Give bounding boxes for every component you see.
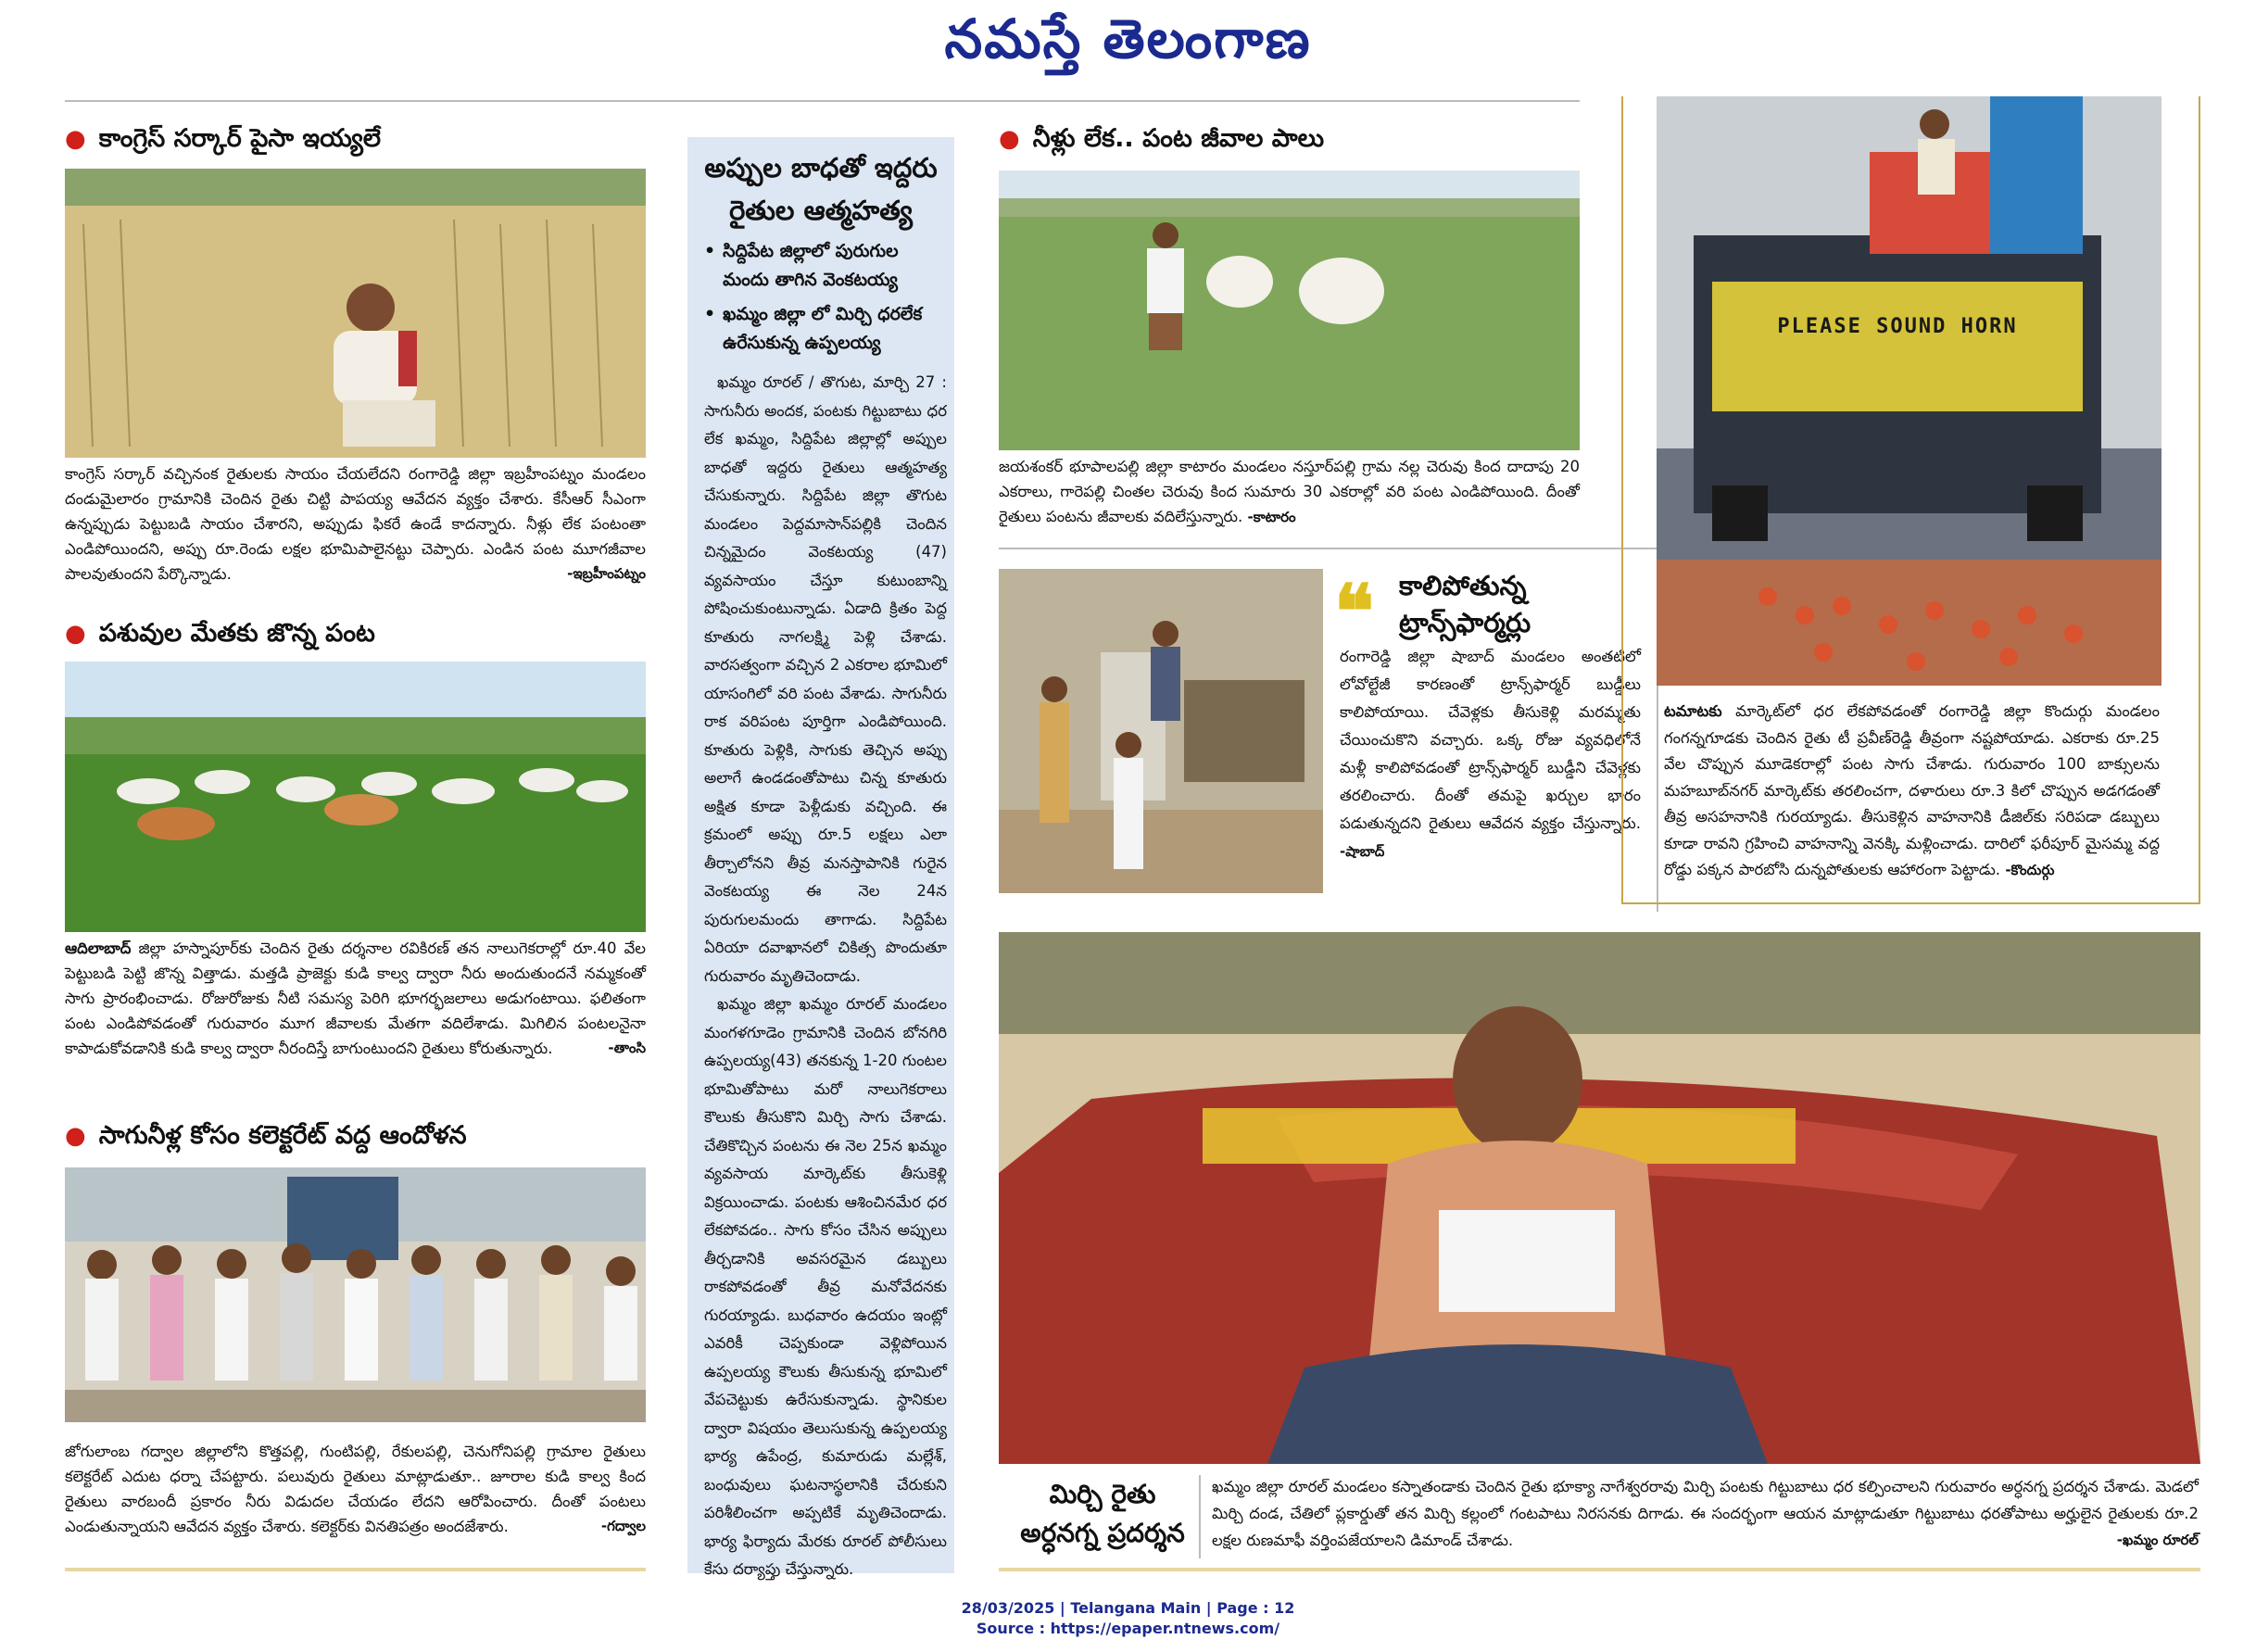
article-7-vertical-rule [1199,1475,1201,1558]
article-3-headline-text: సాగునీళ్ల కోసం కలెక్టరేట్ వద్ద ఆందోళన [98,1121,467,1150]
bullet-icon: ● [65,1122,86,1150]
article-6-byline: -కొందుర్గు [2005,862,2055,878]
sidebar-body-paragraph-2: ఖమ్మం జిల్లా ఖమ్మం రూరల్ మండలం మంగళగూడెం గ్రామానికి చెందిన బోనగిరి ఉప్పలయ్య(43) తనకున్న 1-20 గుంటల భూమితోపాటు మరో నాలుగెకరాలు కౌలుకు తీసుకొని మిర్చి సాగు చేశాడు. చేతికొచ్చిన పంటను ఈ నెల 25న ఖమ్మం వ్యవసాయ మార్కెట్‌కు తీసుకెళ్లి విక్రయించాడు. పంటకు ఆశించినమేర ధర లేకపోవడం.. సాగు కోసం చేసిన అప్పులు తీర్చడానికి అవసరమైన డబ్బులు రాకపోవడంతో తీవ్ర మనోవేదనకు గురయ్యాడు. బుధవారం ఉదయం ఇంట్లో ఎవరికీ చెప్పకుండా వెళ్లిపోయిన ఉప్పలయ్య కౌలుకు తీసుకున్న భూమిలో వేపచెట్టుకు ఉరేసుకున్నాడు. స్థానికుల ద్వారా విషయం తెలుసుకున్న ఉప్పలయ్య భార్య ఉపేంద్ర, కుమారుడు మల్లేశ్, బంధువులు ఘటనాస్థలానికి చేరుకుని పరిశీలించగా అప్పటికే మృతిచెందాడు. భార్య ఫిర్యాదు మేరకు రూరల్ పోలీసులు కేసు దర్యాప్తు చేస్తున్నారు. [704,995,947,1578]
article-2-caption-text: జిల్లా హస్నాపూర్‌కు చెందిన రైతు దర్శనాల రవికిరణ్ తన నాలుగెకరాల్లో రూ.40 వేల పెట్టుబడి పెట్టి జొన్న విత్తాడు. మత్తడి ప్రాజెక్టు కుడి కాల్వ ద్వారా నీరు అందుతుందనే నమ్మకంతో సాగు ప్రారంభించాడు. రోజురోజుకు నీటి సమస్య పెరిగి భూగర్భజలాలు అడుగంటాయి. ఫలితంగా పంట ఎండిపోవడంతో గురువారం మూగ జీవాలకు మేతగా వదిలేశాడు. మిగిలిన పంటలనైనా కాపాడుకోవడానికి కుడి కాల్వ ద్వారా నీరందిస్తే బాగుంటుందని రైతులు కోరుతున్నారు. [65,939,646,1057]
sidebar-bullet-2-text: ఖమ్మం జిల్లా లో మిర్చి ధరలేక ఉరేసుకున్న ఉప్పలయ్య [723,304,923,353]
article-4-caption-text: జయశంకర్ భూపాలపల్లి జిల్లా కాటారం మండలం నస్తూర్‌పల్లి గ్రామ నల్ల చెరువు కింద దాదాపు 20 ఎకరాలు, గారెపల్లి చింతల చెరువు కింద సుమారు 30 ఎకరాల్లో వరి పంట ఎండిపోయింది. దీంతో రైతులు పంటను జీవాలకు వదిలేస్తున్నారు. [999,458,1580,525]
footer-line-1: 28/03/2025 | Telangana Main | Page : 12 [961,1599,1295,1617]
article-1-caption [65,461,646,586]
article-7-headline [1019,1475,1186,1553]
article-7-byline: -ఖమ్మం రూరల్ [2116,1532,2199,1548]
article-1-caption-text: కాంగ్రెస్ సర్కార్ వచ్చినంక రైతులకు సాయం చేయలేదని రంగారెడ్డి జిల్లా ఇబ్రహీంపట్నం మండలం దండుమైలారం గ్రామానికి చెందిన రైతు చిట్టి పాపయ్య ఆవేదన వ్యక్తం చేశారు. కేసీఆర్ సీఎంగా ఉన్నప్పుడు పెట్టుబడి సాయం చేశారని, అప్పుడు ఫికరే ఉండే కాదన్నారు. నీళ్లు లేక పంటంతా ఎండిపోయిందని, అప్పు రూ.రెండు లక్షల భూమిపాలైనట్టు చెప్పారు. ఎండిన పంట మూగజీవాల పాలవుతుందని పేర్కొన్నాడు. [65,465,646,583]
bottom-right-rule [999,1568,2200,1571]
article-2-byline: -తాంసి [608,1040,646,1056]
sidebar-body [704,369,947,1584]
article-1-photo [65,169,646,458]
article-5-byline: -షాబాద్ [1340,843,1385,860]
article-2-caption [65,936,646,1061]
article-7-photo [999,932,2200,1464]
sidebar-bullet-1-text: సిద్దిపేట జిల్లాలో పురుగుల మందు తాగిన వెంకటయ్య [723,241,899,290]
article-4-headline [999,124,1324,159]
article-6-caption-text: మార్కెట్‌లో ధర లేకపోవడంతో రంగారెడ్డి జిల్లా కొందుర్గు మండలం గంగన్నగూడకు చెందిన రైతు టీ ప్రవీణ్‌రెడ్డి తీవ్రంగా నష్టపోయాడు. ఎకరాకు రూ.25 వేల చొప్పున మూడెకరాల్లో పంట సాగు చేశాడు. గురువారం 100 బాక్సులను మహబూబ్‌నగర్ మార్కెట్‌కు తరలించగా, దళారులు రూ.3 కిలో చొప్పున అడగడంతో తీవ్ర అసహనానికి గురయ్యాడు. తీసుకెళ్లిన వాహనానికి డీజిల్‌కు సరిపడా డబ్బులు కూడా రావని గ్రహించి వాహనాన్ని వెనక్కి మళ్లించాడు. దారిలో ఫరీపూర్ మైసమ్మ వద్ద రోడ్డు పక్కన పారబోసి దున్నపోతులకు ఆహారంగా పెట్టాడు. [1664,702,2160,878]
article-1-headline [65,124,381,159]
bullet-icon: • [704,241,716,261]
article-2-caption-lead: ఆదిలాబాద్ [65,939,132,957]
article-7-caption-text: ఖమ్మం జిల్లా రూరల్ మండలం కస్నాతండాకు చెందిన రైతు భూక్యా నాగేశ్వరరావు మిర్చి పంటకు గిట్టుబాటు ధర కల్పించాలని గురువారం అర్ధనగ్న ప్రదర్శన చేశాడు. మెడలో మిర్చి దండ, చేతిలో ప్లకార్డుతో తన మిర్చి కల్లంలో గంటపాటు నిరసనకు దిగాడు. ఈ సందర్భంగా ఆయన మాట్లాడుతూ గిట్టుబాటు ధరతోపాటు అర్హులైన రైతులకు రూ.2 లక్షల రుణమాఫీ వర్తింపజేయాలని డిమాండ్ చేశాడు. [1212,1478,2199,1549]
sidebar-headline: అప్పుల బాధతో ఇద్దరు రైతుల ఆత్మహత్య [704,152,938,226]
article-2-headline-text: పశువుల మేతకు జొన్న పంట [98,619,375,648]
article-4-divider [999,548,1657,549]
truck-text: PLEASE SOUND HORN [1777,315,2018,338]
sidebar-bullets [704,237,947,358]
sidebar-bullet-2 [704,300,947,358]
article-4-headline-text: నీళ్లు లేక.. పంట జీవాల పాలు [1032,124,1325,153]
bullet-icon: ● [999,125,1020,153]
article-5-caption [1340,643,1641,865]
article-6-photo [1657,96,2161,686]
bullet-icon: • [704,304,716,324]
article-6-caption-lead: టమాటకు [1664,702,1722,720]
article-5-headline: కాలిపోతున్న ట్రాన్స్‌ఫార్మర్లు [1399,570,1531,638]
article-4-caption [999,454,1580,530]
bullet-icon: ● [65,125,86,153]
column-1-bottom-rule [65,1568,646,1571]
article-1-headline-text: కాంగ్రెస్ సర్కార్ పైసా ఇయ్యలే [98,124,382,153]
article-1-byline: -ఇబ్రహీంపట్నం [567,565,646,582]
article-3-byline: -గద్వాల [600,1518,646,1534]
footer-source-link[interactable]: Source : https://epaper.ntnews.com/ [976,1620,1280,1637]
article-2-photo [65,662,646,932]
bullet-icon: ● [65,620,86,648]
article-3-caption-text: జోగులాంబ గద్వాల జిల్లాలోని కొత్తపల్లి, గుంటిపల్లి, రేకులపల్లి, చెనుగోనిపల్లి గ్రామాల రైతులు కలెక్టరేట్ ఎదుట ధర్నా చేపట్టారు. పలువురు రైతులు మాట్లాడుతూ.. జూరాల కుడి కాల్వ కింద రైతులు వారబందీ ప్రకారం నీరు విడుదల చేయడం లేదని ఆరోపించారు. దీంతో పంటలు ఎండుతున్నాయని ఆవేదన వ్యక్తం చేశారు. కలెక్టర్‌కు వినతిపత్రం అందజేశారు. [65,1443,646,1535]
sidebar-bullet-1 [704,237,947,295]
masthead: నమస్తే తెలంగాణ [944,7,1312,70]
sidebar-body-paragraph-1: ఖమ్మం రూరల్ / తొగుట, మార్చి 27 : సాగునీరు అందక, పంటకు గిట్టుబాటు ధర లేక ఖమ్మం, సిద్దిపేట జిల్లాల్లో అప్పుల బాధతో ఇద్దరు రైతులు ఆత్మహత్య చేసుకున్నారు. సిద్దిపేట జిల్లా తొగుట మండలం పెద్దమాసాన్‌పల్లికి చెందిన చిన్నమైదం వెంకటయ్య (47) వ్యవసాయం చేస్తూ కుటుంబాన్ని పోషించుకుంటున్నాడు. ఏడాది క్రితం పెద్ద కూతురు నాగలక్ష్మి పెళ్లి చేశాడు. వారసత్వంగా వచ్చిన 2 ఎకరాల భూమిలో యాసంగిలో వరి పంట వేశాడు. సాగునీరు రాక వరిపంట పూర్తిగా ఎండిపోయింది. కూతురు పెళ్లికి, సాగుకు తెచ్చిన అప్పు అలాగే ఉండడంతోపాటు చిన్న కూతురు అక్షిత కూడా పెళ్లీడుకు వచ్చింది. ఈ క్రమంలో అప్పు రూ.5 లక్షలు ఎలా తీర్చాలోనని తీవ్ర మనస్తాపానికి గురైన వెంకటయ్య ఈ నెల 24న పురుగులమందు తాగాడు. సిద్దిపేట ఏరియా దవాఖానలో చికిత్స పొందుతూ గురువారం మృతిచెందాడు. [704,373,947,985]
article-2-headline [65,619,375,654]
article-7-caption [1212,1473,2199,1554]
article-7-headline-line-1: మిర్చి రైతు [1049,1479,1156,1509]
article-3-photo [65,1167,646,1422]
article-4-byline: -కాటారం [1247,509,1296,525]
article-3-caption [65,1439,646,1539]
quote-icon: ❝ [1334,568,1375,655]
article-4-photo [999,170,1580,450]
top-rule [65,100,1580,102]
article-6-caption [1664,699,2160,884]
article-5-caption-text: రంగారెడ్డి జిల్లా షాబాద్ మండలం అంతటిలో లోవోల్టేజీ కారణంతో ట్రాన్స్‌ఫార్మర్ బుడ్డీలు కాలిపోయాయి. చేవెళ్లకు తీసుకెళ్లి మరమ్మతు చేయించుకొని వచ్చారు. ఒక్క రోజు వ్యవధిలోనే మళ్లీ కాలిపోవడంతో ట్రాన్స్‌ఫార్మర్ బుడ్డీని చేవెళ్లకు తరలించారు. దీంతో తమపై ఖర్చుల భారం పడుతున్నదని రైతులు ఆవేదన వ్యక్తం చేస్తున్నారు. [1340,648,1641,832]
article-7-headline-line-2: అర్ధనగ్న ప్రదర్శన [1020,1518,1185,1548]
article-3-headline [65,1121,467,1156]
article-5-photo [999,569,1323,893]
